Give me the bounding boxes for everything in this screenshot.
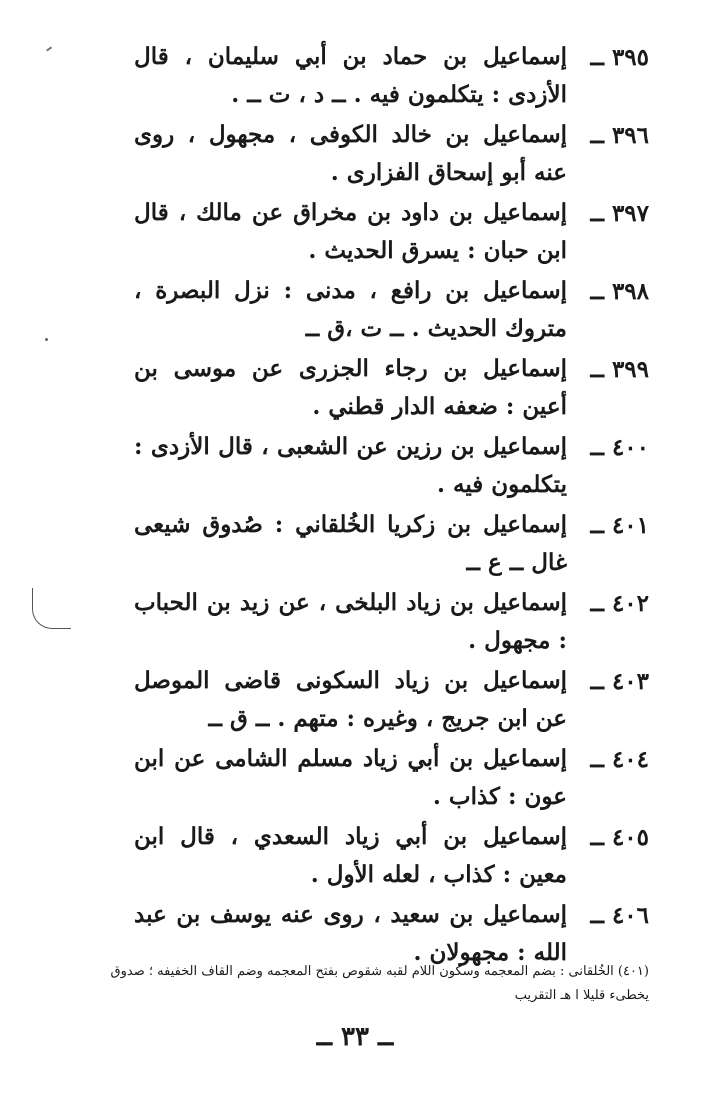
entry-text: إسماعيل بن رزين عن الشعبى ، قال الأزدى : يتكلمون فيه . — [134, 433, 567, 498]
entry-text: إسماعيل بن أبي زياد مسلم الشامى عن ابن عون : كذاب . — [134, 745, 567, 810]
entry-number: ٤٠٢ ــ — [590, 590, 649, 617]
entry — [134, 38, 649, 116]
entry-text: إسماعيل بن زياد السكونى قاضى الموصل عن ابن جريج ، وغيره : متهم . ــ ق ــ — [134, 667, 567, 732]
entry-number: ٤٠٣ ــ — [590, 668, 649, 695]
entry — [134, 506, 649, 584]
entries-list — [134, 38, 649, 974]
entry — [134, 272, 649, 350]
entry-text: إسماعيل بن زياد البلخى ، عن زيد بن الحباب : مجهول . — [134, 589, 567, 654]
entry — [134, 194, 649, 272]
entry-text: إسماعيل بن خالد الكوفى ، مجهول ، روى عنه أبو إسحاق الفزارى . — [134, 121, 567, 186]
entry-number: ٤٠٠ ــ — [590, 434, 649, 461]
entry-text: إسماعيل بن رافع ، مدنى : نزل البصرة ، متروك الحديث . ــ ت ،ق ــ — [134, 277, 567, 342]
entry-text: إسماعيل بن أبي زياد السعدي ، قال ابن معين : كذاب ، لعله الأول . — [134, 823, 567, 888]
page-number: ــ ٣٣ ــ — [316, 1022, 394, 1052]
entry — [134, 740, 649, 818]
entry-number: ٣٩٨ ــ — [590, 278, 649, 305]
footnote: (٤٠١) الخُلقانى : بضم المعجمه وسكون اللام لقبه شقوص بفتح المعجمه وضم القاف الخفيفه ؛ صدوق يخطىء قليلا ا هـ التقريب — [110, 964, 649, 1003]
entry-number: ٣٩٧ ــ — [590, 200, 649, 227]
entry — [134, 584, 649, 662]
entry-number: ٤٠٥ ــ — [590, 824, 649, 851]
entry-number: ٣٩٩ ــ — [590, 356, 649, 383]
entry-number: ٤٠٦ ــ — [590, 902, 649, 929]
entry-text: إسماعيل بن رجاء الجزرى عن موسى بن أعين : ضعفه الدار قطني . — [134, 355, 567, 420]
entry-number: ٣٩٥ ــ — [590, 44, 649, 71]
scan-mark — [45, 338, 48, 341]
entry — [134, 116, 649, 194]
entry — [134, 428, 649, 506]
entry-number: ٤٠١ ــ — [590, 512, 649, 539]
entry-number: ٤٠٤ ــ — [590, 746, 649, 773]
entry-text: إسماعيل بن زكريا الخُلقاني : صُدوق شيعى غال ــ ع ــ — [134, 511, 567, 576]
entry-number: ٣٩٦ ــ — [590, 122, 649, 149]
entry-text: إسماعيل بن سعيد ، روى عنه يوسف بن عبد الله : مجهولان . — [134, 901, 567, 966]
entry — [134, 662, 649, 740]
scan-mark — [32, 588, 71, 629]
entry — [134, 818, 649, 896]
entry-text: إسماعيل بن داود بن مخراق عن مالك ، قال ابن حبان : يسرق الحديث . — [134, 199, 567, 264]
entry-text: إسماعيل بن حماد بن أبي سليمان ، قال الأزدى : يتكلمون فيه . ــ د ، ت ــ . — [134, 43, 567, 108]
entry — [134, 350, 649, 428]
scan-mark — [46, 46, 52, 51]
